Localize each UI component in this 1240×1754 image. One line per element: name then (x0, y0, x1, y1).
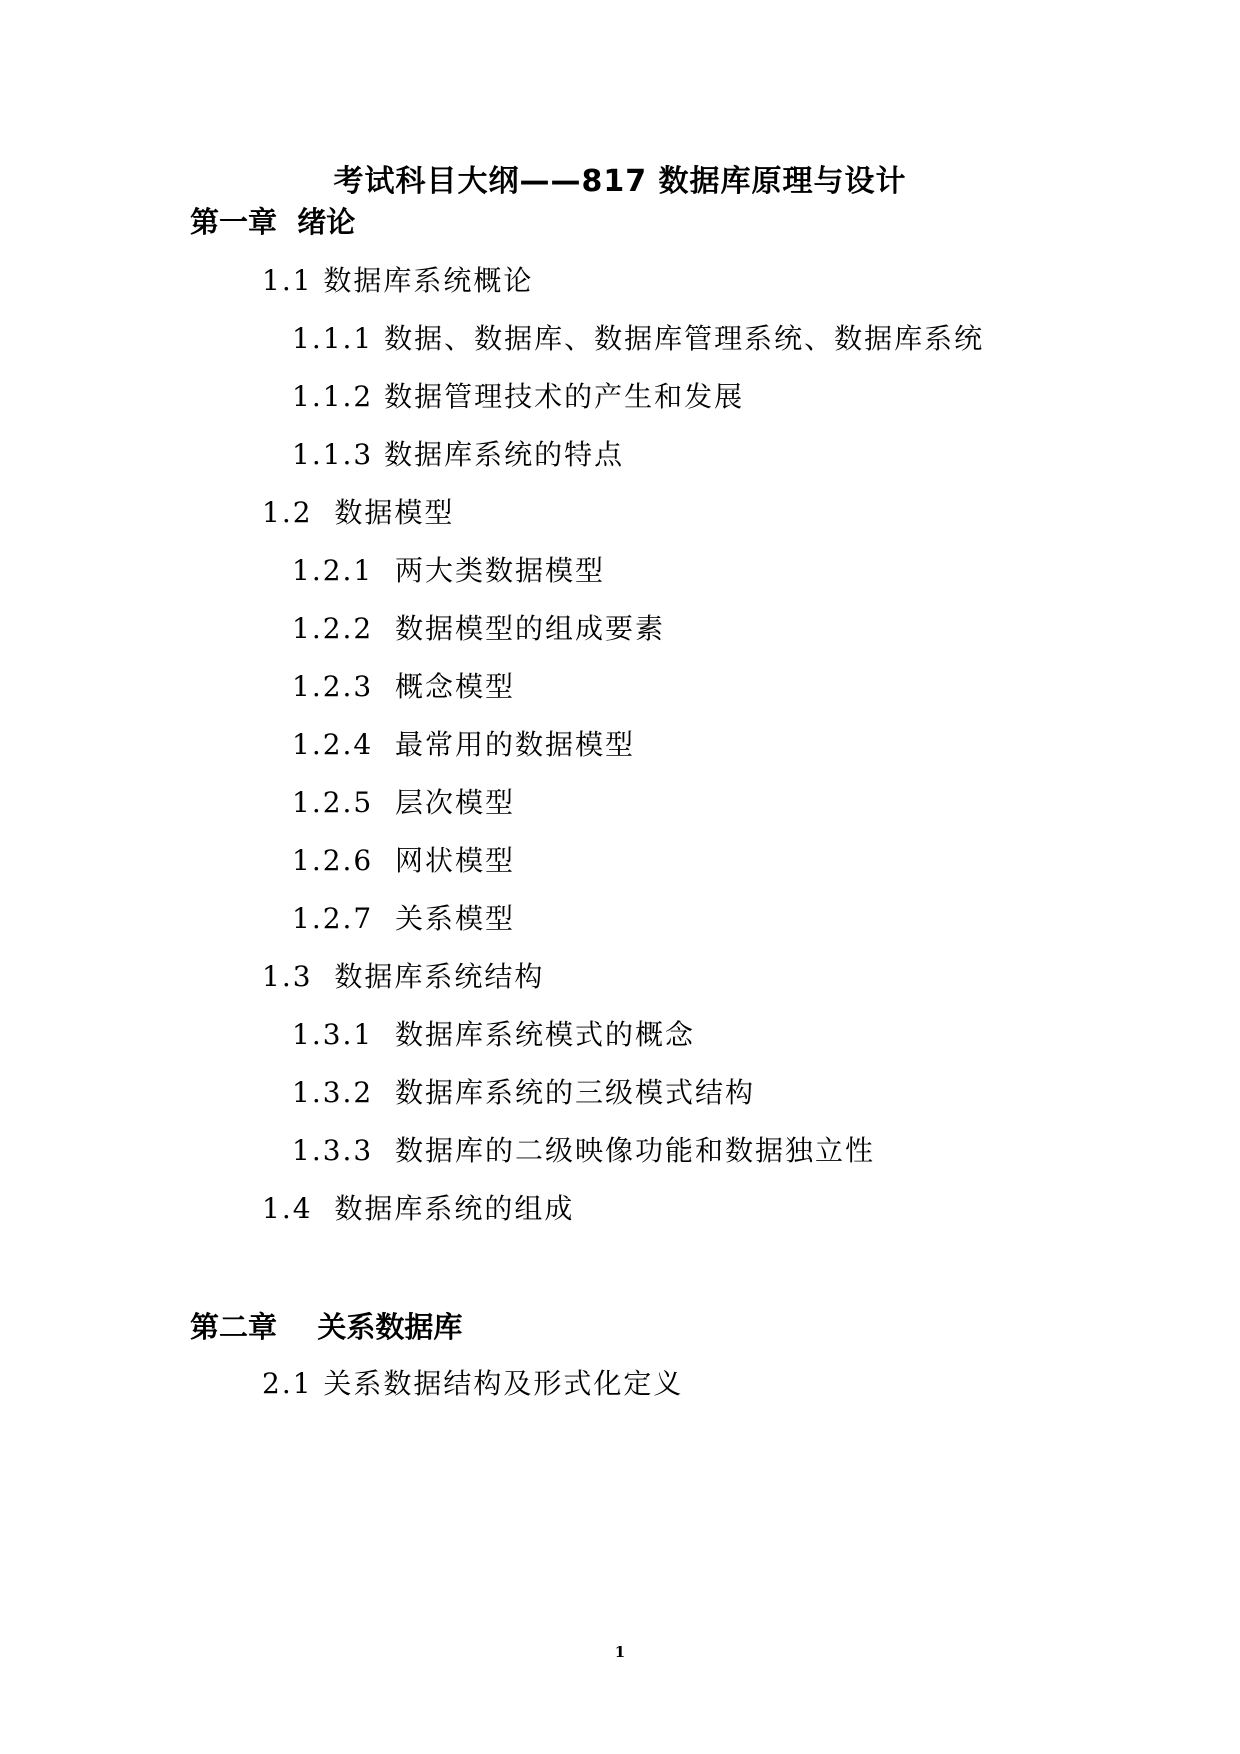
section-2-1: 2.1 关系数据结构及形式化定义 (262, 1367, 684, 1400)
section-1-2-7: 1.2.7 关系模型 (292, 902, 516, 935)
section-1-2-5: 1.2.5 层次模型 (292, 786, 516, 819)
section-1-2-4: 1.2.4 最常用的数据模型 (292, 728, 636, 761)
section-1-2-6: 1.2.6 网状模型 (292, 844, 516, 877)
section-1-3: 1.3 数据库系统结构 (262, 960, 545, 993)
section-1-4: 1.4 数据库系统的组成 (262, 1192, 575, 1225)
chapter-2-heading: 第二章 关系数据库 (190, 1310, 463, 1344)
section-1-1-1: 1.1.1 数据、数据库、数据库管理系统、数据库系统 (292, 322, 985, 355)
section-1-1-2: 1.1.2 数据管理技术的产生和发展 (292, 380, 745, 413)
section-1-1-3: 1.1.3 数据库系统的特点 (292, 438, 625, 471)
section-1-2-1: 1.2.1 两大类数据模型 (292, 554, 606, 587)
section-1-3-3: 1.3.3 数据库的二级映像功能和数据独立性 (292, 1134, 876, 1167)
page-number: 1 (614, 1643, 626, 1661)
section-1-2: 1.2 数据模型 (262, 496, 455, 529)
document-title: 考试科目大纲——817 数据库原理与设计 (333, 164, 907, 199)
section-1-3-1: 1.3.1 数据库系统模式的概念 (292, 1018, 696, 1051)
chapter-1-heading: 第一章 绪论 (190, 205, 356, 239)
section-1-2-2: 1.2.2 数据模型的组成要素 (292, 612, 666, 645)
section-1-2-3: 1.2.3 概念模型 (292, 670, 516, 703)
section-1-3-2: 1.3.2 数据库系统的三级模式结构 (292, 1076, 756, 1109)
section-1-1: 1.1 数据库系统概论 (262, 264, 534, 297)
